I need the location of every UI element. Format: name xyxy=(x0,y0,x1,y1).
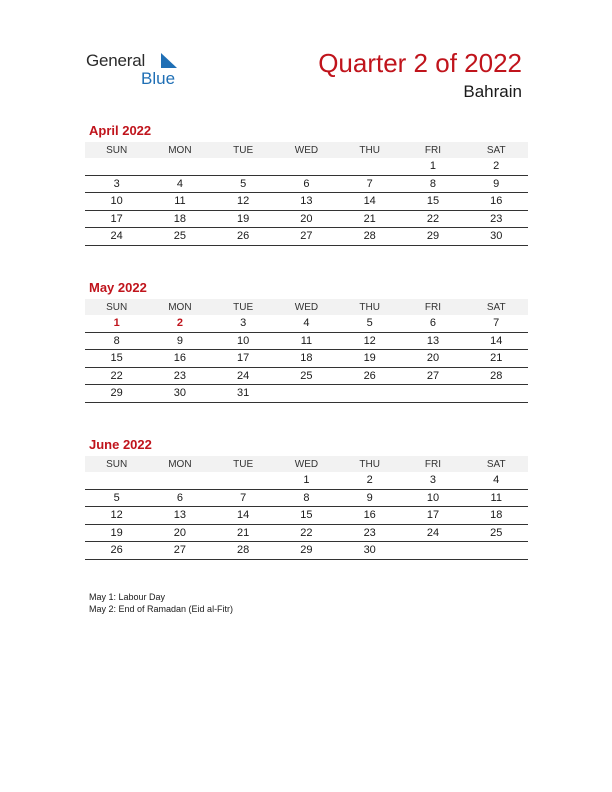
day-cell: 15 xyxy=(110,352,123,365)
day-cell: 4 xyxy=(303,317,310,330)
day-cell: 1 xyxy=(429,160,437,173)
weekday-label: MON xyxy=(168,458,192,470)
day-cell: 8 xyxy=(303,491,310,504)
weekday-label: FRI xyxy=(424,144,442,156)
weekday-label: SUN xyxy=(106,458,128,470)
day-cell: 4 xyxy=(493,474,500,487)
day-cell: 26 xyxy=(110,544,123,557)
day-cell: 11 xyxy=(490,491,502,504)
day-cell: 21 xyxy=(490,352,503,365)
day-cell: 28 xyxy=(490,369,503,382)
day-cell: 6 xyxy=(303,177,310,190)
weekday-header-row xyxy=(85,456,528,472)
day-cell: 14 xyxy=(490,334,503,347)
day-cell: 7 xyxy=(366,177,373,190)
day-cell: 27 xyxy=(300,230,313,243)
day-cell: 16 xyxy=(363,509,376,522)
day-cell: 13 xyxy=(173,509,187,522)
day-cell: 5 xyxy=(240,177,247,190)
weekday-label: TUE xyxy=(233,458,254,470)
day-cell: 30 xyxy=(173,387,187,400)
week-row xyxy=(85,350,528,368)
weekday-label: THU xyxy=(359,301,380,313)
day-cell: 17 xyxy=(426,509,440,522)
day-cell: 3 xyxy=(113,177,120,190)
month-june xyxy=(85,437,528,560)
day-cell: 13 xyxy=(426,334,440,347)
day-cell: 13 xyxy=(300,195,313,208)
week-row xyxy=(85,525,528,543)
weekday-label: WED xyxy=(294,301,319,313)
day-cell: 19 xyxy=(363,352,376,365)
day-cell: 16 xyxy=(490,195,503,208)
day-cell: 29 xyxy=(426,230,440,243)
logo-general-text: General xyxy=(86,51,146,70)
weekday-label: TUE xyxy=(233,144,254,156)
weekday-label: TUE xyxy=(233,301,254,313)
logo-triangle-icon xyxy=(161,53,177,68)
day-cell: 22 xyxy=(300,526,313,539)
day-cell: 6 xyxy=(429,317,437,330)
day-cell: 29 xyxy=(300,544,313,557)
day-cell: 25 xyxy=(173,230,187,243)
weekday-label: SAT xyxy=(486,144,506,156)
week-row xyxy=(85,368,528,386)
day-cell: 23 xyxy=(490,212,503,225)
day-cell: 18 xyxy=(300,352,313,365)
page-title: Quarter 2 of 2022 xyxy=(318,48,522,78)
day-cell: 27 xyxy=(426,369,440,382)
day-cell: 23 xyxy=(363,526,376,539)
weekday-header-row xyxy=(85,299,528,315)
month-title: April 2022 xyxy=(89,123,152,138)
day-cell: 31 xyxy=(237,387,250,400)
day-cell: 21 xyxy=(237,526,250,539)
weekday-header-row xyxy=(85,142,528,158)
day-cell: 18 xyxy=(490,509,503,522)
day-cell: 8 xyxy=(113,334,120,347)
weekday-label: THU xyxy=(359,458,380,470)
week-row xyxy=(85,490,528,508)
week-row xyxy=(85,333,528,351)
holiday-note: May 2: End of Ramadan (Eid al-Fitr) xyxy=(89,604,234,614)
day-cell: 19 xyxy=(110,526,123,539)
day-cell: 24 xyxy=(237,369,250,382)
day-cell: 3 xyxy=(429,474,437,487)
day-cell: 14 xyxy=(363,195,376,208)
day-cell: 9 xyxy=(176,334,183,347)
day-cell: 23 xyxy=(173,369,187,382)
day-cell: 25 xyxy=(490,526,503,539)
week-row xyxy=(85,158,528,176)
week-row xyxy=(85,176,528,194)
day-cell: 26 xyxy=(237,230,250,243)
weekday-label: FRI xyxy=(424,458,442,470)
day-cell: 1 xyxy=(303,474,310,487)
month-april xyxy=(85,123,528,246)
day-cell: 20 xyxy=(300,212,313,225)
day-cell: 30 xyxy=(490,230,503,243)
day-cell: 1 xyxy=(113,317,120,330)
day-cell: 29 xyxy=(110,387,123,400)
holiday-note: May 1: Labour Day xyxy=(89,592,166,602)
day-cell: 9 xyxy=(366,491,373,504)
week-row xyxy=(85,211,528,229)
weekday-label: SUN xyxy=(106,144,128,156)
month-grid xyxy=(85,456,528,560)
day-cell: 8 xyxy=(429,177,437,190)
day-cell: 7 xyxy=(240,491,247,504)
weekday-label: SAT xyxy=(486,458,506,470)
day-cell: 5 xyxy=(113,491,120,504)
day-cell: 15 xyxy=(426,195,440,208)
month-title: June 2022 xyxy=(89,437,152,452)
weekday-label: MON xyxy=(168,301,192,313)
logo-blue-text: Blue xyxy=(141,69,176,88)
day-cell: 5 xyxy=(366,317,373,330)
weekday-label: MON xyxy=(168,144,192,156)
day-cell: 3 xyxy=(240,317,247,330)
day-cell: 24 xyxy=(426,526,440,539)
day-cell: 22 xyxy=(426,212,440,225)
day-cell: 10 xyxy=(110,195,123,208)
weekday-label: SAT xyxy=(486,301,506,313)
weekday-label: SUN xyxy=(106,301,128,313)
day-cell: 4 xyxy=(176,177,183,190)
day-cell: 28 xyxy=(237,544,250,557)
day-cell: 12 xyxy=(363,334,376,347)
holiday-notes xyxy=(89,591,233,615)
weekday-label: THU xyxy=(359,144,380,156)
day-cell: 28 xyxy=(363,230,376,243)
day-cell: 30 xyxy=(363,544,376,557)
day-cell: 11 xyxy=(300,334,313,347)
day-cell: 9 xyxy=(493,177,500,190)
month-may xyxy=(85,280,528,403)
month-grid xyxy=(85,299,528,403)
day-cell: 17 xyxy=(110,212,123,225)
day-cell: 20 xyxy=(426,352,440,365)
logo xyxy=(86,51,186,91)
month-grid xyxy=(85,142,528,246)
month-title: May 2022 xyxy=(89,280,147,295)
day-cell: 24 xyxy=(110,230,123,243)
day-cell: 27 xyxy=(173,544,187,557)
day-cell: 11 xyxy=(174,195,186,208)
day-cell: 15 xyxy=(300,509,313,522)
day-cell: 12 xyxy=(237,195,250,208)
weekday-label: WED xyxy=(294,144,319,156)
week-row xyxy=(85,315,528,333)
day-cell: 7 xyxy=(493,317,500,330)
country-name: Bahrain xyxy=(463,82,522,101)
weekday-label: WED xyxy=(294,458,319,470)
week-row xyxy=(85,193,528,211)
day-cell: 26 xyxy=(363,369,376,382)
day-cell: 21 xyxy=(363,212,376,225)
weekday-label: FRI xyxy=(424,301,442,313)
day-cell: 25 xyxy=(300,369,313,382)
week-row xyxy=(85,472,528,490)
day-cell: 2 xyxy=(366,474,373,487)
day-cell: 19 xyxy=(237,212,250,225)
day-cell: 2 xyxy=(176,317,183,330)
day-cell: 16 xyxy=(173,352,187,365)
week-row xyxy=(85,385,528,403)
day-cell: 17 xyxy=(237,352,250,365)
day-cell: 18 xyxy=(173,212,187,225)
day-cell: 22 xyxy=(110,369,123,382)
day-cell: 14 xyxy=(237,509,250,522)
day-cell: 10 xyxy=(426,491,440,504)
day-cell: 6 xyxy=(176,491,183,504)
day-cell: 20 xyxy=(173,526,187,539)
day-cell: 12 xyxy=(110,509,123,522)
day-cell: 10 xyxy=(237,334,250,347)
week-row xyxy=(85,507,528,525)
day-cell: 2 xyxy=(493,160,500,173)
week-row xyxy=(85,542,528,560)
week-row xyxy=(85,228,528,246)
